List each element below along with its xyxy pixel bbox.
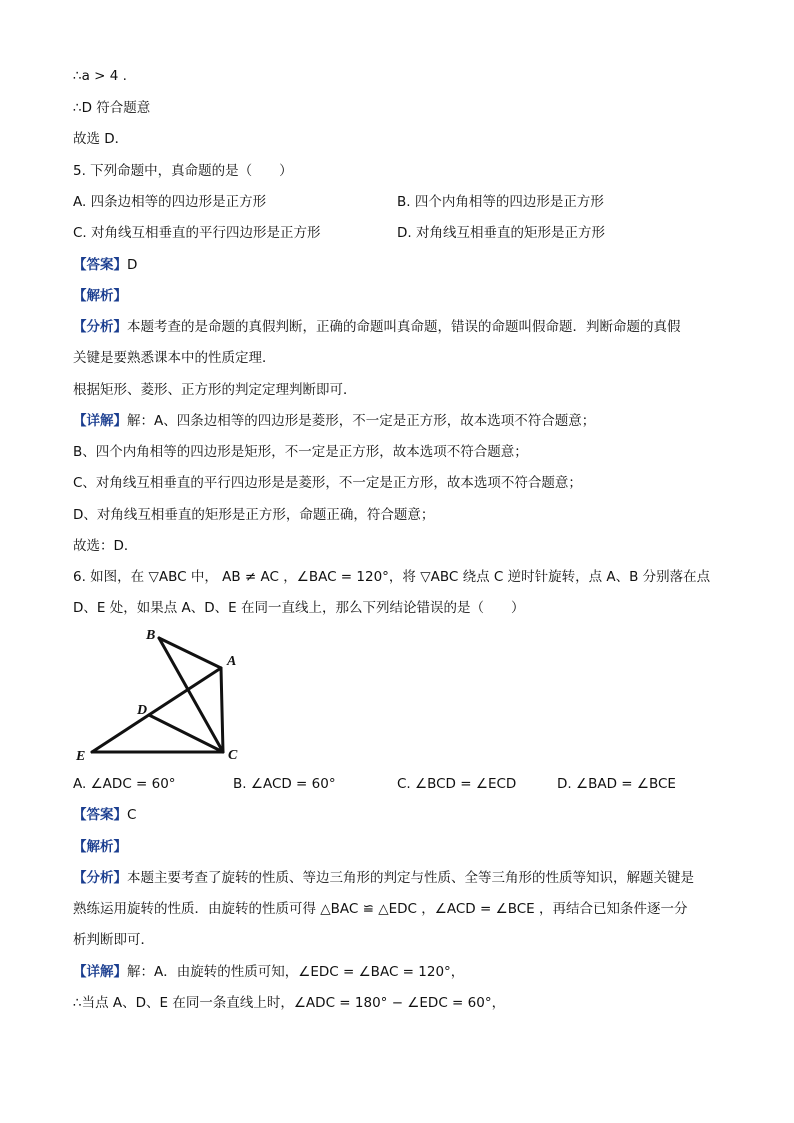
q6-option-b: B. ∠ACD = 60°	[233, 776, 336, 792]
q5-answer-tag: 【答案】	[73, 257, 127, 273]
q6-answer	[73, 806, 136, 824]
q6-analysis-1	[73, 869, 694, 887]
q5-option-d: D. 对角线互相垂直的矩形是正方形	[397, 225, 605, 241]
q5-analysis-tag: 【解析】	[73, 288, 127, 304]
q5-detail-3: C、对角线互相垂直的平行四边形是是菱形，不一定是正方形，故本选项不符合题意；	[73, 475, 582, 491]
q5-detail-label: 【详解】	[73, 413, 127, 429]
q5-option-a: A. 四条边相等的四边形是正方形	[73, 194, 267, 210]
q6-detail-text-1: 解：A．由旋转的性质可知，∠EDC = ∠BAC = 120°，	[127, 964, 465, 980]
q5-detail-2: B、四个内角相等的四边形是矩形，不一定是正方形，故本选项不符合题意；	[73, 444, 528, 460]
q5-option-b: B. 四个内角相等的四边形是正方形	[397, 194, 604, 210]
q6-option-a: A. ∠ADC = 60°	[73, 776, 176, 792]
prev-line-2: ∴D 符合题意	[73, 100, 151, 116]
q5-analysis-1	[73, 318, 681, 336]
q6-option-c: C. ∠BCD = ∠ECD	[397, 776, 517, 792]
q6-answer-value: C	[127, 807, 137, 823]
q5-conclusion: 故选：D．	[73, 538, 138, 554]
prev-line-3: 故选 D．	[73, 131, 129, 147]
q6-analysis-text-1: 本题主要考查了旋转的性质、等边三角形的判定与性质、全等三角形的性质等知识，解题关键是	[127, 870, 694, 886]
q6-detail-1	[73, 963, 464, 981]
q5-detail-1	[73, 412, 595, 430]
q5-detail-4: D、对角线互相垂直的矩形是正方形，命题正确，符合题意；	[73, 507, 435, 523]
label-c: C	[228, 748, 238, 763]
label-a: A	[227, 654, 237, 669]
q5-analysis-label: 【分析】	[73, 319, 127, 335]
q5-analysis-2: 关键是要熟悉课本中的性质定理．	[73, 350, 276, 366]
label-b: B	[146, 628, 156, 643]
q6-stem-2: D、E 处，如果点 A、D、E 在同一直线上，那么下列结论错误的是（ ）	[73, 600, 525, 616]
q6-analysis-3: 析判断即可．	[73, 932, 154, 948]
q5-analysis-text-1: 本题考查的是命题的真假判断，正确的命题叫真命题，错误的命题叫假命题．判断命题的真假	[127, 319, 681, 335]
q6-analysis-tag: 【解析】	[73, 839, 127, 855]
q5-answer	[73, 256, 137, 274]
q6-option-d: D. ∠BAD = ∠BCE	[557, 776, 676, 792]
geometry-figure	[73, 622, 253, 767]
q5-detail-text-1: 解：A、四条边相等的四边形是菱形，不一定是正方形，故本选项不符合题意；	[127, 413, 596, 429]
q6-detail-label: 【详解】	[73, 964, 127, 980]
label-e: E	[76, 749, 86, 764]
q6-analysis-label: 【分析】	[73, 870, 127, 886]
q6-analysis-2: 熟练运用旋转的性质．由旋转的性质可得 △BAC ≌ △EDC ，∠ACD = ∠BCE ，再结合已知条件逐一分	[73, 901, 688, 917]
q5-option-c: C. 对角线互相垂直的平行四边形是正方形	[73, 225, 321, 241]
segment-ac	[221, 668, 223, 752]
label-d: D	[137, 703, 148, 718]
q6-answer-tag: 【答案】	[73, 807, 127, 823]
q5-analysis-3: 根据矩形、菱形、正方形的判定定理判断即可．	[73, 382, 357, 398]
q6-detail-2: ∴当点 A、D、E 在同一条直线上时，∠ADC = 180° − ∠EDC = 60°，	[73, 995, 506, 1011]
q5-stem: 5. 下列命题中，真命题的是（ ）	[73, 163, 293, 179]
q5-answer-value: D	[127, 257, 138, 273]
segment-ae	[92, 668, 221, 752]
prev-line-1: ∴a > 4 .	[73, 68, 127, 84]
q6-stem-1: 6. 如图，在 ▽ABC 中， AB ≠ AC ，∠BAC = 120°，将 ▽ABC 绕点 C 逆时针旋转，点 A、B 分别落在点	[73, 569, 711, 585]
